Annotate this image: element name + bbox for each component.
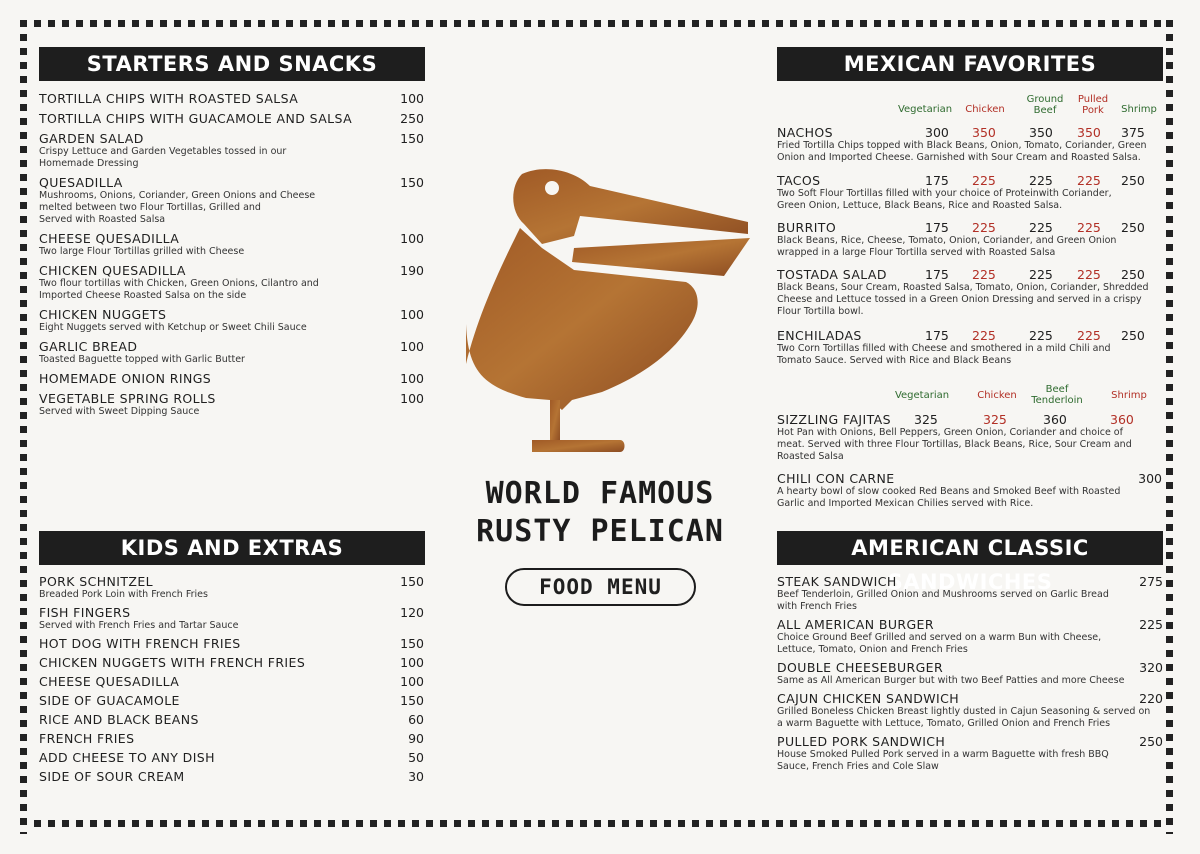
mexican-item	[777, 267, 1162, 318]
starter-item-row	[39, 263, 424, 278]
mexican-item	[777, 125, 1162, 164]
kids-item-name: FISH FINGERS	[39, 605, 131, 620]
starter-item-row	[39, 131, 424, 146]
fajitas-item-desc: Hot Pan with Onions, Bell Peppers, Green Onion, Coriander and choice of meat. Served with three Flour Tortillas, Black Beans, Rice, Sour Cream and Roasted Salsa	[777, 427, 1132, 462]
kids-item-row	[39, 636, 424, 651]
sandwiches-list	[777, 574, 1163, 777]
kids-item-price: 50	[408, 750, 424, 765]
mexican-item-desc: Fried Tortilla Chips topped with Black Beans, Onion, Tomato, Coriander, Green Onion and Imported Cheese. Garnished with Sour Cream and Roasted Salsa.	[777, 140, 1147, 163]
mexican-header: MEXICAN FAVORITES	[777, 47, 1163, 81]
starter-item-price: 150	[400, 131, 424, 146]
kids-item	[39, 574, 424, 601]
sandwich-item	[777, 574, 1163, 613]
starter-item	[39, 391, 424, 418]
mexican-item-price: 250	[1121, 173, 1145, 188]
fajitas-item-name: SIZZLING FAJITAS	[777, 412, 891, 427]
price-column-header: Ground Beef	[1026, 94, 1064, 116]
starter-item-desc: Served with Sweet Dipping Sauce	[39, 406, 200, 417]
starter-item-row	[39, 231, 424, 246]
mexican-item-price: 225	[972, 328, 996, 343]
fajitas-item-price: 360	[1043, 412, 1067, 427]
mexican-item-price: 175	[925, 220, 949, 235]
kids-item-name: CHICKEN NUGGETS WITH FRENCH FRIES	[39, 655, 306, 670]
kids-item-desc: Breaded Pork Loin with French Fries	[39, 589, 208, 600]
kids-item-price: 150	[400, 693, 424, 708]
kids-item-price: 30	[408, 769, 424, 784]
chili-item-name: CHILI CON CARNE	[777, 471, 895, 486]
starter-item-row	[39, 391, 424, 406]
kids-item-price: 150	[400, 574, 424, 589]
sandwich-item	[777, 617, 1163, 656]
kids-item-row	[39, 674, 424, 689]
kids-item	[39, 769, 424, 784]
starter-item-desc: Crispy Lettuce and Garden Vegetables tossed in our Homemade Dressing	[39, 146, 287, 169]
brand-title-line1: WORLD FAMOUS	[485, 476, 715, 511]
starter-item	[39, 339, 424, 366]
kids-item-desc: Served with French Fries and Tartar Sauce	[39, 620, 239, 631]
fajitas-item-price: 325	[983, 412, 1007, 427]
mexican-item-price: 350	[1077, 125, 1101, 140]
kids-item	[39, 636, 424, 651]
price-column-header: Shrimp	[1121, 104, 1157, 115]
starter-item-row	[39, 91, 424, 106]
chili-item	[777, 471, 1162, 510]
mexican-item-desc: Two Soft Flour Tortillas filled with your choice of Proteinwith Coriander, Green Onion, Lettuce, Black Beans, Rice and Roasted Salsa.	[777, 188, 1112, 211]
sandwich-item-row	[777, 734, 1163, 749]
sandwich-item	[777, 734, 1163, 773]
sandwich-item-price: 320	[1139, 660, 1163, 675]
fajita-column-header: Vegetarian	[894, 390, 950, 401]
price-column-header: Pulled Pork	[1077, 94, 1109, 116]
starter-item-name: TORTILLA CHIPS WITH ROASTED SALSA	[39, 91, 299, 106]
fajitas-item	[777, 412, 1162, 463]
starter-item-name: GARLIC BREAD	[39, 339, 138, 354]
sandwich-item-name: PULLED PORK SANDWICH	[777, 734, 946, 749]
kids-item-row	[39, 731, 424, 746]
starter-item-price: 100	[400, 371, 424, 386]
kids-item-name: PORK SCHNITZEL	[39, 574, 153, 589]
mexican-item-price: 225	[1077, 173, 1101, 188]
fajita-column-header: Beef Tenderloin	[1031, 384, 1083, 406]
kids-item	[39, 674, 424, 689]
kids-item-price: 150	[400, 636, 424, 651]
starter-item-name: GARDEN SALAD	[39, 131, 144, 146]
mexican-item-price: 225	[1029, 328, 1053, 343]
mexican-item-price: 250	[1121, 220, 1145, 235]
mexican-item-price: 225	[1029, 220, 1053, 235]
starter-item-name: CHICKEN NUGGETS	[39, 307, 167, 322]
price-column-header: Chicken	[965, 104, 1005, 115]
starter-item-price: 190	[400, 263, 424, 278]
starter-item	[39, 91, 424, 106]
sandwich-item	[777, 660, 1163, 687]
mexican-item-price: 375	[1121, 125, 1145, 140]
kids-item-row	[39, 712, 424, 727]
mexican-item	[777, 328, 1162, 367]
kids-item-name: SIDE OF SOUR CREAM	[39, 769, 185, 784]
starter-item-name: CHICKEN QUESADILLA	[39, 263, 186, 278]
fajita-column-header: Chicken	[977, 390, 1017, 401]
kids-item-name: SIDE OF GUACAMOLE	[39, 693, 180, 708]
zigzag-border-right	[1166, 20, 1180, 834]
starter-item-row	[39, 371, 424, 386]
chili-item-price: 300	[1138, 471, 1162, 486]
kids-item	[39, 693, 424, 708]
kids-item-price: 90	[408, 731, 424, 746]
sandwich-item-name: STEAK SANDWICH	[777, 574, 897, 589]
price-column-header: Vegetarian	[897, 104, 953, 115]
starter-item-price: 100	[400, 231, 424, 246]
mexican-item-price: 350	[972, 125, 996, 140]
starter-item	[39, 263, 424, 302]
chili-item-row	[777, 471, 1162, 486]
starter-item-desc: Two large Flour Tortillas grilled with Cheese	[39, 246, 245, 257]
kids-item-row	[39, 655, 424, 670]
mexican-item-price: 225	[1029, 267, 1053, 282]
sandwiches-header: AMERICAN CLASSIC SANDWICHES	[777, 531, 1163, 565]
mexican-item-desc: Two Corn Tortillas filled with Cheese and smothered in a mild Chili and Tomato Sauce. Served with Rice and Black Beans	[777, 343, 1111, 366]
sandwich-item-price: 275	[1139, 574, 1163, 589]
sandwich-item-row	[777, 691, 1163, 706]
kids-item-price: 60	[408, 712, 424, 727]
kids-item-name: ADD CHEESE TO ANY DISH	[39, 750, 215, 765]
kids-item	[39, 605, 424, 632]
kids-item-row	[39, 605, 424, 620]
kids-item	[39, 750, 424, 765]
starter-item-price: 100	[400, 391, 424, 406]
sandwich-item-name: DOUBLE CHEESEBURGER	[777, 660, 944, 675]
kids-item	[39, 655, 424, 670]
sandwich-item-price: 220	[1139, 691, 1163, 706]
zigzag-border-bottom	[20, 820, 1180, 834]
mexican-item-name: BURRITO	[777, 220, 837, 235]
starter-item-desc: Toasted Baguette topped with Garlic Butter	[39, 354, 245, 365]
starters-header: STARTERS AND SNACKS	[39, 47, 425, 81]
mexican-item-name: ENCHILADAS	[777, 328, 862, 343]
sandwich-item-price: 250	[1139, 734, 1163, 749]
starters-list	[39, 91, 424, 423]
fajita-column-header: Shrimp	[1111, 390, 1147, 401]
kids-item-row	[39, 574, 424, 589]
sandwich-item-desc: Beef Tenderloin, Grilled Onion and Mushrooms served on Garlic Bread with French Fries	[777, 589, 1109, 612]
starter-item-row	[39, 111, 424, 126]
sandwich-item-name: CAJUN CHICKEN SANDWICH	[777, 691, 960, 706]
kids-item-name: CHEESE QUESADILLA	[39, 674, 180, 689]
kids-item	[39, 712, 424, 727]
food-menu-badge: FOOD MENU	[505, 568, 696, 606]
starter-item-desc: Mushrooms, Onions, Coriander, Green Onions and Cheese melted between two Flour Tortillas, Grilled and Served with Roasted Salsa	[39, 190, 316, 225]
kids-header: KIDS AND EXTRAS	[39, 531, 425, 565]
mexican-item-price: 250	[1121, 328, 1145, 343]
mexican-item-price: 300	[925, 125, 949, 140]
pelican-logo-icon	[462, 164, 754, 460]
mexican-item-price: 225	[972, 220, 996, 235]
sandwich-item-name: ALL AMERICAN BURGER	[777, 617, 934, 632]
mexican-item-price: 250	[1121, 267, 1145, 282]
sandwich-item	[777, 691, 1163, 730]
sandwich-item-desc: Same as All American Burger but with two Beef Patties and more Cheese	[777, 675, 1125, 686]
kids-item	[39, 731, 424, 746]
sandwich-item-row	[777, 660, 1163, 675]
mexican-item-price: 175	[925, 173, 949, 188]
fajitas-item-price: 325	[914, 412, 938, 427]
mexican-item	[777, 173, 1162, 212]
mexican-item-price: 225	[1077, 328, 1101, 343]
starter-item-desc: Eight Nuggets served with Ketchup or Sweet Chili Sauce	[39, 322, 307, 333]
starter-item-desc: Two flour tortillas with Chicken, Green Onions, Cilantro and Imported Cheese Roasted Salsa on the side	[39, 278, 319, 301]
starter-item-row	[39, 175, 424, 190]
brand-title-line2: RUSTY PELICAN	[476, 514, 724, 549]
mexican-item-name: NACHOS	[777, 125, 833, 140]
sandwich-item-row	[777, 574, 1163, 589]
kids-item-price: 100	[400, 655, 424, 670]
sandwich-item-price: 225	[1139, 617, 1163, 632]
starter-item	[39, 131, 424, 170]
mexican-item	[777, 220, 1162, 259]
starter-item	[39, 307, 424, 334]
mexican-item-price: 175	[925, 328, 949, 343]
sandwich-item-desc: House Smoked Pulled Pork served in a warm Baguette with fresh BBQ Sauce, French Fries and Cole Slaw	[777, 749, 1109, 772]
mexican-list	[777, 94, 1163, 514]
mexican-item-price: 225	[972, 267, 996, 282]
starter-item	[39, 231, 424, 258]
mexican-item-desc: Black Beans, Rice, Cheese, Tomato, Onion, Coriander, and Green Onion wrapped in a large Flour Tortilla served with Roasted Salsa	[777, 235, 1117, 258]
kids-item-price: 120	[400, 605, 424, 620]
mexican-item-name: TOSTADA SALAD	[777, 267, 887, 282]
kids-item-name: FRENCH FRIES	[39, 731, 135, 746]
starter-item-name: VEGETABLE SPRING ROLLS	[39, 391, 216, 406]
kids-item-row	[39, 693, 424, 708]
mexican-item-price: 350	[1029, 125, 1053, 140]
starter-item	[39, 371, 424, 386]
mexican-item-desc: Black Beans, Sour Cream, Roasted Salsa, Tomato, Onion, Coriander, Shredded Cheese and Lettuce tossed in a Green Onion Dressing and served in a crispy Flour Tortilla bowl.	[777, 282, 1149, 317]
starter-item	[39, 175, 424, 226]
starter-item-price: 250	[400, 111, 424, 126]
zigzag-border-top	[20, 20, 1180, 34]
mexican-item-price: 225	[1029, 173, 1053, 188]
starter-item-name: CHEESE QUESADILLA	[39, 231, 180, 246]
starter-item-price: 100	[400, 339, 424, 354]
starter-item-price: 100	[400, 91, 424, 106]
kids-item-price: 100	[400, 674, 424, 689]
sandwich-item-desc: Choice Ground Beef Grilled and served on a warm Bun with Cheese, Lettuce, Tomato, Onion and French Fries	[777, 632, 1102, 655]
starter-item-name: TORTILLA CHIPS WITH GUACAMOLE AND SALSA	[39, 111, 353, 126]
sandwich-item-row	[777, 617, 1163, 632]
starter-item-name: QUESADILLA	[39, 175, 123, 190]
kids-item-name: HOT DOG WITH FRENCH FRIES	[39, 636, 241, 651]
mexican-item-price: 225	[1077, 220, 1101, 235]
kids-item-row	[39, 750, 424, 765]
mexican-item-price: 225	[972, 173, 996, 188]
starter-item-row	[39, 307, 424, 322]
kids-item-name: RICE AND BLACK BEANS	[39, 712, 199, 727]
sandwich-item-desc: Grilled Boneless Chicken Breast lightly dusted in Cajun Seasoning & served on a warm Baguette with Lettuce, Tomato, Grilled Onion and French Fries	[777, 706, 1151, 729]
kids-item-row	[39, 769, 424, 784]
mexican-item-name: TACOS	[777, 173, 821, 188]
starter-item-price: 100	[400, 307, 424, 322]
mexican-item-price: 175	[925, 267, 949, 282]
fajitas-item-price: 360	[1110, 412, 1134, 427]
starter-item-price: 150	[400, 175, 424, 190]
starter-item-name: HOMEMADE ONION RINGS	[39, 371, 212, 386]
kids-list	[39, 574, 424, 788]
mexican-item-price: 225	[1077, 267, 1101, 282]
starter-item-row	[39, 339, 424, 354]
chili-item-desc: A hearty bowl of slow cooked Red Beans and Smoked Beef with Roasted Garlic and Imported Mexican Chilies served with Rice.	[777, 486, 1121, 509]
starter-item	[39, 111, 424, 126]
zigzag-border-left	[20, 20, 34, 834]
